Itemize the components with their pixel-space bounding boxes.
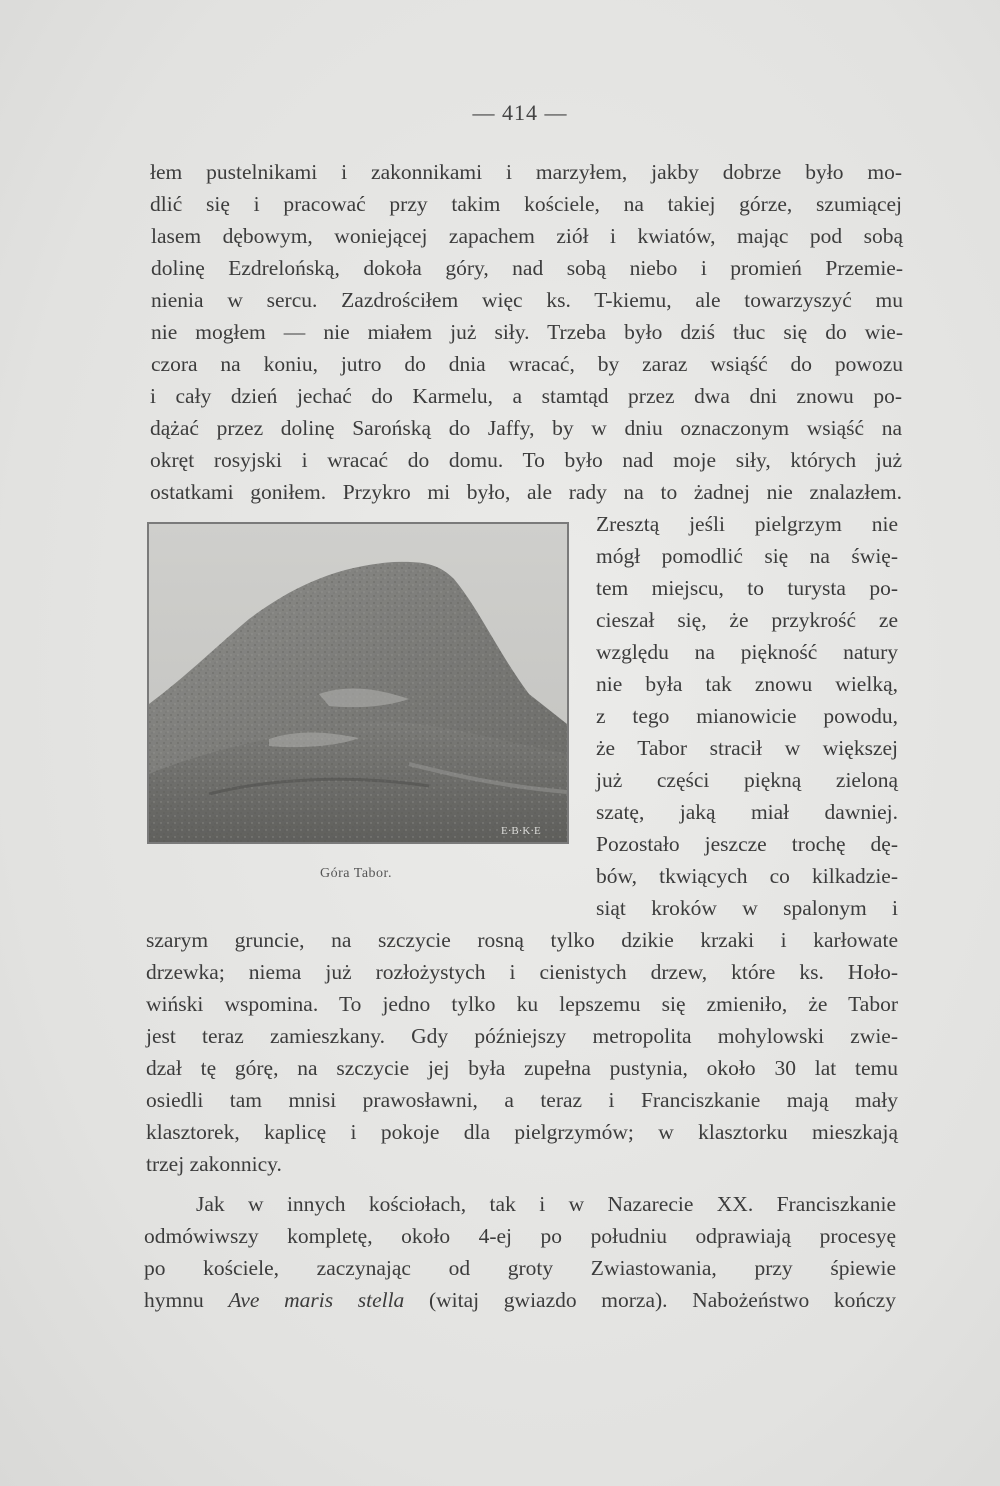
text-line: Zresztą jeśli pielgrzym nie [596, 512, 898, 536]
text-line: nie mogłem — nie miałem już siły. Trzeba było dziś tłuc się do wie- [151, 320, 903, 344]
text-line: nie była tak znowu wielką, [596, 672, 898, 696]
photo-signature: E·B·K·E [501, 825, 541, 837]
mountain-photo-image [149, 524, 567, 842]
photo-caption: Góra Tabor. [320, 866, 392, 881]
text-line: Jak w innych kościołach, tak i w Nazarecie XX. Franciszkanie [196, 1192, 896, 1216]
text-line: lasem dębowym, woniejącej zapachem ziół i kwiatów, mając pod sobą [151, 224, 903, 248]
text-line: względu na piękność natury [596, 640, 898, 664]
text-line: wiński wspomina. To jedno tylko ku lepszemu się zmieniło, że Tabor [146, 992, 898, 1016]
text-span: hymnu [144, 1288, 229, 1312]
text-line: tem miejscu, to turysta po- [596, 576, 898, 600]
text-line: jest teraz zamieszkany. Gdy późniejszy metropolita mohylowski zwie- [146, 1024, 898, 1048]
page-number: — 414 — [472, 100, 568, 125]
text-line-with-italic [144, 1286, 896, 1314]
text-line: trzej zakonnicy. [146, 1152, 282, 1176]
text-line: siąt kroków w spalonym i [596, 896, 898, 920]
text-line: czora na koniu, jutro do dnia wracać, by zaraz wsiąść do powozu [151, 352, 903, 376]
text-span: (witaj gwiazdo morza). Nabożeństwo kończy [404, 1288, 896, 1312]
text-line: ostatkami goniłem. Przykro mi było, ale rady na to żadnej nie znalazłem. [150, 480, 902, 504]
text-line: i cały dzień jechać do Karmelu, a stamtąd przez dwa dni znowu po- [150, 384, 902, 408]
text-line: nienia w sercu. Zazdrościłem więc ks. T-kiemu, ale towarzyszyć mu [151, 288, 903, 312]
text-line: dążać przez dolinę Sarońską do Jaffy, by w dniu oznaczonym wsiąść na [150, 416, 902, 440]
text-line: drzewka; niema już rozłożystych i cienistych drzew, które ks. Hoło- [146, 960, 898, 984]
text-line: osiedli tam mnisi prawosławni, a teraz i Franciszkanie mają mały [146, 1088, 898, 1112]
text-line: dlić się i pracować przy takim kościele, na takiej górze, szumiącej [150, 192, 902, 216]
hymn-title-italic: Ave maris stella [228, 1288, 405, 1312]
text-line: klasztorek, kaplicę i pokoje dla pielgrzymów; w klasztorku mieszkają [146, 1120, 898, 1144]
text-line: dzał tę górę, na szczycie jej była zupełna pustynia, około 30 lat temu [146, 1056, 898, 1080]
text-line: mógł pomodlić się na świę- [596, 544, 898, 568]
text-line: Pozostało jeszcze trochę dę- [596, 832, 898, 856]
text-line: cieszał się, że przykrość ze [596, 608, 898, 632]
text-line: po kościele, zaczynając od groty Zwiastowania, przy śpiewie [144, 1256, 896, 1280]
text-line: odmówiwszy kompletę, około 4-ej po południu odprawiają procesyę [144, 1224, 896, 1248]
text-line: bów, tkwiących co kilkadzie- [596, 864, 898, 888]
photo-mount-tabor [147, 522, 569, 844]
text-line: że Tabor stracił w większej [596, 736, 898, 760]
text-line: okręt rosyjski i wracać do domu. To było nad moje siły, których już [150, 448, 902, 472]
text-line: łem pustelnikami i zakonnikami i marzyłem, jakby dobrze było mo- [150, 160, 902, 184]
text-line: już części piękną zieloną [596, 768, 898, 792]
text-line: szarym gruncie, na szczycie rosną tylko dzikie krzaki i karłowate [146, 928, 898, 952]
text-line: dolinę Ezdrelońską, dokoła góry, nad sobą niebo i promień Przemie- [151, 256, 903, 280]
text-line: z tego mianowicie powodu, [596, 704, 898, 728]
text-line: szatę, jaką miał dawniej. [596, 800, 898, 824]
